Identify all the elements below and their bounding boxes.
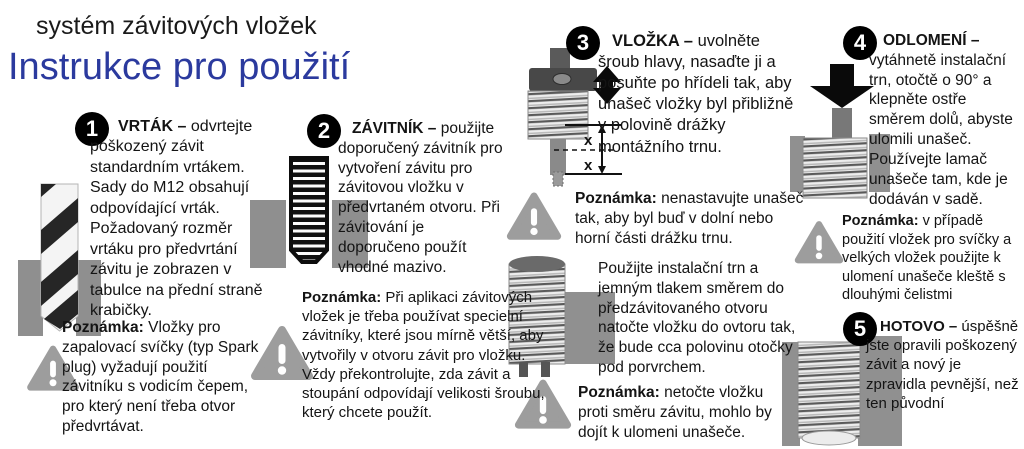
warning-icon <box>506 190 562 244</box>
note-3a-text: Poznámka: nenastavujte unašeč tak, aby byl buď v dolní nebo horní části drážku trnu. <box>575 190 804 247</box>
step-5-label: HOTOVO – <box>880 318 958 335</box>
note-1-label: Poznámka: <box>62 319 144 336</box>
note-3b-label: Poznámka: <box>578 384 660 401</box>
step-5-text: HOTOVO – úspěšně jste opravili poškozený závit a nový je zpravidla pevnější, než ten původní <box>866 318 1019 412</box>
note-3b-text: Poznámka: netočte vložku proti směru závitu, mohlo by dojít k ulomeni unašeče. <box>578 384 772 441</box>
note-1-text: Poznámka: Vložky pro zapalovací svíčky (typ Spark plug) vyžadují použití závitníku s vodicím čepem, pro který není třeba otvor předvrtávat. <box>62 319 259 436</box>
note-3a-label: Poznámka: <box>575 190 657 207</box>
step-4-badge: 4 <box>843 26 877 60</box>
note-4-text: Poznámka: v případě použití vložek pro svíčky a velkých vložek použijte k ulomení unašeče kleště s dlouhými čelistmi <box>842 213 1012 304</box>
step-1-label: VRTÁK – <box>118 118 187 135</box>
note-2-text: Poznámka: Při aplikaci závitových vložek je třeba používat specielní závitníky, které jsou mírně větší, aby vytvořily v otvoru závit pro vložku. Vždy překontrolujte, zda závit a stoupání odpovídají velikosti šroubu, který chcete použít. <box>302 289 545 422</box>
step-3-badge: 3 <box>566 26 600 60</box>
insert-instruction-text: Použijte instalační trn a jemným tlakem směrem do předzávitovaného otvoru natočte vložku do ovtoru tak, že bude cca polovinu otočky pod porvrchem. <box>598 260 796 377</box>
dimension-label-lower: x <box>584 157 593 174</box>
step-1-badge: 1 <box>75 112 109 146</box>
step-2-label: ZÁVITNÍK – <box>352 120 437 137</box>
page-subtitle: systém závitových vložek <box>36 12 317 40</box>
page-title: Instrukce pro použití <box>8 46 351 88</box>
step-3-label: VLOŽKA – <box>612 32 693 50</box>
step-1-text: VRTÁK – odvrtejte poškozený závit standardním vrtákem. Sady do M12 obsahují odpovídající vrták. Požadovaný rozměr vrtáku pro předvrtání závitu je zobrazen v tabulce na přední straně krabičky. <box>90 118 263 320</box>
dimension-label-upper: x <box>584 132 593 149</box>
step-2-badge: 2 <box>307 114 341 148</box>
note-4-label: Poznámka: <box>842 213 919 229</box>
step-4-text: ODLOMENÍ – vytáhnetě instalační trn, otočtě o 90° a klepněte ostře směrem dolů, abyste ulomili unašeč. Používejte lamač unašeče tam, kde je dodáván v sadě. <box>869 32 1013 208</box>
note-2-label: Poznámka: <box>302 289 382 306</box>
step-5-badge: 5 <box>843 312 877 346</box>
step-3-text: VLOŽKA – uvolněte šroub hlavy, nasaďte ji a posuňte po hřídeli tak, aby unašeč vložky byl přibližně v polovině drážky montážního trnu. <box>598 32 794 156</box>
step-4-label: ODLOMENÍ – <box>883 32 980 49</box>
step-2-text: ZÁVITNÍK – použijte doporučený závitník pro vytvoření závitu pro závitovou vložku v předvrtaném otvoru. Při závitování je doporučeno použít vhodné mazivo. <box>338 120 503 276</box>
